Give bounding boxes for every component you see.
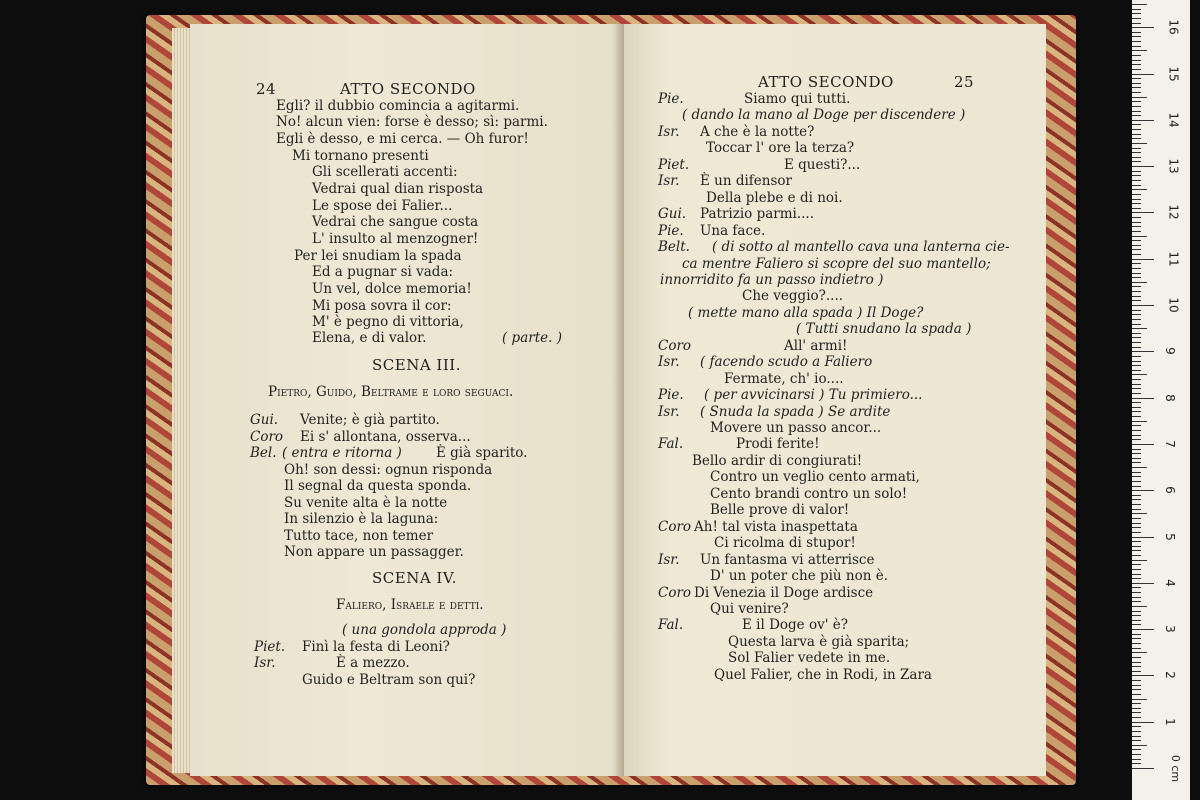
speaker-label: Fal. xyxy=(658,617,684,634)
ruler-tick xyxy=(1132,189,1147,190)
ruler-tick xyxy=(1132,615,1141,616)
ruler-tick xyxy=(1132,171,1141,172)
verse-line: Vedrai qual dian risposta xyxy=(312,181,484,197)
ruler-tick xyxy=(1132,763,1141,764)
ruler-tick xyxy=(1132,518,1141,519)
ruler-tick xyxy=(1132,87,1141,88)
dialogue-line: Prodi ferite! xyxy=(736,436,820,453)
ruler-number: 9 xyxy=(1162,347,1177,356)
speaker-label: Pie. xyxy=(658,222,684,239)
ruler-tick xyxy=(1132,592,1141,593)
ruler-tick xyxy=(1132,161,1141,162)
stage-direction: ( dando la mano al Doge per discendere ) xyxy=(682,107,966,124)
ruler-tick xyxy=(1132,439,1141,440)
ruler-tick xyxy=(1132,587,1141,588)
speaker-label: Coro xyxy=(658,337,692,354)
verse-line: Tutto tace, non temer xyxy=(284,528,434,544)
scene-title: SCENA III. xyxy=(372,356,461,374)
scene-title: SCENA IV. xyxy=(372,569,457,587)
ruler-tick xyxy=(1132,685,1141,686)
verse-line: Egli è desso, e mi cerca. — Oh furor! xyxy=(276,131,529,147)
ruler-number: 8 xyxy=(1162,393,1177,402)
ruler-tick xyxy=(1132,407,1141,408)
dialogue-line: Movere un passo ancor... xyxy=(710,420,882,436)
verse-line: L' insulto al menzogner! xyxy=(312,231,479,247)
ruler-tick xyxy=(1132,504,1141,505)
speaker-label: Pie. xyxy=(658,91,684,107)
ruler-tick xyxy=(1132,708,1141,709)
dialogue-line: Un fantasma vi atterrisce xyxy=(700,551,875,568)
ruler-tick xyxy=(1132,296,1141,297)
ruler-tick xyxy=(1132,273,1141,274)
ruler-tick xyxy=(1132,314,1141,315)
ruler-tick xyxy=(1132,472,1141,473)
ruler-tick xyxy=(1132,23,1141,24)
ruler-tick xyxy=(1132,754,1141,755)
speaker-label: Isr. xyxy=(254,655,276,671)
ruler-tick xyxy=(1132,611,1141,612)
ruler-tick xyxy=(1132,606,1147,607)
ruler-number: 16 xyxy=(1166,19,1181,35)
ruler-tick xyxy=(1132,564,1141,565)
ruler-tick xyxy=(1132,388,1141,389)
ruler-tick xyxy=(1132,148,1141,149)
stage-direction: ( Snuda la spada ) Se ardite xyxy=(700,403,891,420)
ruler-tick xyxy=(1132,101,1141,102)
ruler-tick xyxy=(1132,476,1141,477)
ruler-tick xyxy=(1132,208,1141,209)
verse-line: Il segnal da questa sponda. xyxy=(284,478,472,494)
verse-line: Per lei snudiam la spada xyxy=(294,248,462,264)
ruler-tick xyxy=(1132,527,1141,528)
ruler-tick xyxy=(1132,638,1141,639)
verse-line: Guido e Beltram son qui? xyxy=(302,672,476,688)
ruler-tick xyxy=(1132,745,1147,746)
dialogue-line: È a mezzo. xyxy=(336,655,410,671)
ruler-tick xyxy=(1132,578,1141,579)
dialogue-line: Bello ardir di congiurati! xyxy=(692,452,863,469)
dialogue-line: Cento brandi contro un solo! xyxy=(710,485,908,502)
ruler-tick xyxy=(1132,550,1141,551)
left-running-head: ATTO SECONDO xyxy=(340,80,476,98)
verse-line: Elena, e di valor. xyxy=(312,330,427,346)
speaker-label: Isr. xyxy=(658,123,680,140)
verse-line: Su venite alta è la notte xyxy=(284,495,448,511)
ruler-tick xyxy=(1132,199,1141,200)
verse-line: Egli? il dubbio comincia a agitarmi. xyxy=(276,98,520,114)
ruler-tick xyxy=(1132,50,1147,51)
ruler-tick xyxy=(1132,370,1141,371)
ruler-tick xyxy=(1132,384,1141,385)
ruler-tick xyxy=(1132,546,1141,547)
ruler-tick xyxy=(1132,106,1141,107)
speaker-label: Isr. xyxy=(658,173,680,190)
dialogue-line: Una face. xyxy=(700,222,766,239)
ruler-tick xyxy=(1132,411,1141,412)
ruler-number: 13 xyxy=(1166,158,1181,174)
ruler-tick xyxy=(1132,717,1141,718)
ruler-tick xyxy=(1132,120,1154,121)
ruler-tick xyxy=(1132,356,1141,357)
ruler-tick xyxy=(1132,671,1141,672)
ruler-tick xyxy=(1132,342,1141,343)
ruler-tick xyxy=(1132,398,1154,399)
speaker-label: Bel. xyxy=(250,445,277,461)
ruler-tick xyxy=(1132,374,1147,375)
ruler-tick xyxy=(1132,740,1141,741)
ruler-tick xyxy=(1132,319,1141,320)
stage-direction: ca mentre Faliero si scopre del suo mantello; xyxy=(682,255,991,272)
ruler-tick xyxy=(1132,449,1141,450)
verse-line: No! alcun vien: forse è desso; sì: parmi. xyxy=(276,114,548,130)
ruler-tick xyxy=(1132,495,1141,496)
ruler-number: 2 xyxy=(1162,671,1177,680)
ruler-tick xyxy=(1132,648,1141,649)
ruler-tick xyxy=(1132,333,1141,334)
ruler-tick xyxy=(1132,337,1141,338)
verse-line: In silenzio è la laguna: xyxy=(284,511,439,527)
ruler-tick xyxy=(1132,689,1141,690)
dialogue-line: Contro un veglio cento armati, xyxy=(710,469,920,486)
dialogue-line: Quel Falier, che in Rodi, in Zara xyxy=(714,666,932,683)
ruler-tick xyxy=(1132,532,1141,533)
speaker-label: Belt. xyxy=(658,239,690,256)
stage-direction: ( facendo scudo a Faliero xyxy=(700,354,873,371)
dialogue-line: Siamo qui tutti. xyxy=(744,91,851,107)
verse-line: Gli scellerati accenti: xyxy=(312,164,458,180)
dialogue-line: Che veggio?.... xyxy=(742,288,844,305)
right-running-head: ATTO SECONDO xyxy=(758,73,894,91)
ruler-tick xyxy=(1132,282,1147,283)
dialogue-line: Ei s' allontana, osserva... xyxy=(300,429,471,445)
ruler-tick xyxy=(1132,365,1141,366)
dialogue-line: E il Doge ov' è? xyxy=(742,617,848,634)
ruler-tick xyxy=(1132,245,1141,246)
dialogue-line: D' un poter che più non è. xyxy=(710,568,889,585)
verse-line: Le spose dei Falier... xyxy=(312,198,453,214)
ruler-tick xyxy=(1132,361,1141,362)
page-edges xyxy=(172,28,192,773)
dialogue-line: È un difensor xyxy=(700,173,792,190)
stage-direction: ( mette mano alla spada ) Il Doge? xyxy=(688,304,924,321)
ruler-tick xyxy=(1132,509,1141,510)
ruler-tick xyxy=(1132,453,1141,454)
ruler-tick xyxy=(1132,27,1154,28)
ruler-tick xyxy=(1132,185,1141,186)
ruler-tick xyxy=(1132,175,1141,176)
ruler-tick xyxy=(1132,64,1141,65)
speaker-label: Gui. xyxy=(250,412,279,428)
ruler-tick xyxy=(1132,74,1154,75)
ruler-tick xyxy=(1132,523,1141,524)
verse-line: M' è pegno di vittoria, xyxy=(312,314,464,330)
dialogue-line: Fermate, ch' io.... xyxy=(724,370,844,387)
ruler-tick xyxy=(1132,263,1141,264)
right-page xyxy=(624,24,1046,776)
ruler-tick xyxy=(1132,458,1141,459)
ruler-tick xyxy=(1132,328,1147,329)
ruler-tick xyxy=(1132,36,1141,37)
ruler-tick xyxy=(1132,490,1154,491)
ruler-tick xyxy=(1132,541,1141,542)
dialogue-line: E questi?... xyxy=(784,156,861,173)
dialogue-line: Patrizio parmi.... xyxy=(700,206,814,223)
ruler-tick xyxy=(1132,236,1147,237)
ruler-tick xyxy=(1132,486,1141,487)
dialogue-line: Questa larva è già sparita; xyxy=(728,633,910,650)
ruler-number: 12 xyxy=(1166,204,1181,221)
ruler-number: 10 xyxy=(1166,297,1181,313)
left-page xyxy=(190,24,624,776)
ruler-tick xyxy=(1132,291,1141,292)
ruler-tick xyxy=(1132,675,1154,676)
ruler-tick xyxy=(1132,32,1141,33)
ruler-tick xyxy=(1132,662,1141,663)
scene-cast: Pietro, Guido, Beltrame e loro seguaci. xyxy=(268,384,514,400)
dialogue-line: Venite; è già partito. xyxy=(300,412,440,428)
ruler-tick xyxy=(1132,768,1154,769)
ruler-tick xyxy=(1132,111,1141,112)
ruler-tick xyxy=(1132,703,1141,704)
ruler-tick xyxy=(1132,462,1141,463)
ruler-tick xyxy=(1132,601,1141,602)
ruler-tick xyxy=(1132,249,1141,250)
ruler-tick xyxy=(1132,268,1141,269)
ruler-tick xyxy=(1132,657,1141,658)
stage-direction: ( Tutti snudano la spada ) xyxy=(796,321,972,338)
stage-direction: ( per avvicinarsi ) Tu primiero... xyxy=(704,387,923,404)
ruler-tick xyxy=(1132,574,1141,575)
ruler-number: 15 xyxy=(1166,65,1181,82)
ruler-tick xyxy=(1132,305,1154,306)
ruler-tick xyxy=(1132,652,1147,653)
dialogue-line: Di Venezia il Doge ardisce xyxy=(694,584,874,601)
verse-line: Oh! son dessi: ognun risponda xyxy=(284,462,493,478)
verse-line: Vedrai che sangue costa xyxy=(312,214,479,230)
ruler-tick xyxy=(1132,629,1154,630)
ruler-number: 14 xyxy=(1166,112,1181,128)
stage-direction: ( parte. ) xyxy=(502,330,562,346)
ruler-tick xyxy=(1132,194,1141,195)
ruler-tick xyxy=(1132,435,1141,436)
verse-line: Ed a pugnar si vada: xyxy=(312,264,454,280)
ruler-tick xyxy=(1132,55,1141,56)
ruler-tick xyxy=(1132,212,1154,213)
ruler-number: 7 xyxy=(1162,440,1177,448)
ruler-tick xyxy=(1132,92,1141,93)
measuring-ruler xyxy=(1132,0,1190,800)
ruler-tick xyxy=(1132,286,1141,287)
dialogue-line: All' armi! xyxy=(784,337,848,354)
ruler-tick xyxy=(1132,351,1154,352)
ruler-tick xyxy=(1132,643,1141,644)
speaker-label: Pie. xyxy=(658,387,684,404)
ruler-tick xyxy=(1132,60,1141,61)
dialogue-line: Ah! tal vista inaspettata xyxy=(694,518,858,535)
ruler-tick xyxy=(1132,124,1141,125)
ruler-tick xyxy=(1132,499,1141,500)
ruler-tick xyxy=(1132,560,1147,561)
ruler-tick xyxy=(1132,310,1141,311)
ruler-tick xyxy=(1132,444,1154,445)
ruler-tick xyxy=(1132,379,1141,380)
ruler-number: 1 xyxy=(1162,717,1177,726)
speaker-label: Isr. xyxy=(658,551,680,568)
ruler-tick xyxy=(1132,722,1154,723)
ruler-tick xyxy=(1132,226,1141,227)
ruler-unit: 0 cm xyxy=(1169,754,1183,783)
scene-cast: Faliero, Israele e detti. xyxy=(336,597,484,613)
ruler-number: 5 xyxy=(1162,532,1177,541)
ruler-tick xyxy=(1132,69,1141,70)
ruler-tick xyxy=(1132,583,1154,584)
dialogue-line: Qui venire? xyxy=(710,600,789,617)
ruler-tick xyxy=(1132,217,1141,218)
ruler-tick xyxy=(1132,129,1141,130)
speaker-label: Gui. xyxy=(658,206,687,223)
ruler-tick xyxy=(1132,134,1141,135)
ruler-tick xyxy=(1132,699,1147,700)
ruler-tick xyxy=(1132,597,1141,598)
ruler-tick xyxy=(1132,402,1141,403)
ruler-number: 3 xyxy=(1162,625,1177,633)
ruler-number: 6 xyxy=(1162,486,1177,495)
ruler-tick xyxy=(1132,421,1147,422)
ruler-tick xyxy=(1132,393,1141,394)
ruler-tick xyxy=(1132,97,1147,98)
dialogue-line: Ci ricolma di stupor! xyxy=(714,535,856,552)
dialogue-line: Toccar l' ore la terza? xyxy=(706,140,855,157)
ruler-tick xyxy=(1132,138,1141,139)
dialogue-line: Belle prove di valor! xyxy=(710,502,850,519)
ruler-number: 11 xyxy=(1166,251,1181,267)
right-page-number: 25 xyxy=(954,73,975,91)
ruler-tick xyxy=(1132,78,1141,79)
speaker-label: Coro xyxy=(250,429,284,445)
ruler-tick xyxy=(1132,694,1141,695)
dialogue-line: Finì la festa di Leoni? xyxy=(302,639,450,655)
ruler-tick xyxy=(1132,240,1141,241)
ruler-tick xyxy=(1132,166,1154,167)
ruler-tick xyxy=(1132,347,1141,348)
ruler-tick xyxy=(1132,430,1141,431)
stage-direction: ( una gondola approda ) xyxy=(342,622,507,638)
verse-line: Mi posa sovra il cor: xyxy=(312,298,452,314)
ruler-tick xyxy=(1132,222,1141,223)
ruler-tick xyxy=(1132,277,1141,278)
speaker-label: Fal. xyxy=(658,436,684,453)
ruler-tick xyxy=(1132,46,1141,47)
ruler-tick xyxy=(1132,569,1141,570)
verse-line: Non appare un passagger. xyxy=(284,544,464,560)
ruler-tick xyxy=(1132,4,1147,5)
speaker-label: Isr. xyxy=(658,403,680,420)
ruler-tick xyxy=(1132,513,1147,514)
speaker-label: Piet. xyxy=(254,639,286,655)
ruler-tick xyxy=(1132,620,1141,621)
ruler-tick xyxy=(1132,18,1141,19)
ruler-tick xyxy=(1132,666,1141,667)
ruler-tick xyxy=(1132,726,1141,727)
speaker-label: Piet. xyxy=(658,156,690,173)
ruler-tick xyxy=(1132,152,1141,153)
speaker-label: Coro xyxy=(658,518,692,535)
speaker-label: Coro xyxy=(658,584,692,601)
ruler-tick xyxy=(1132,254,1141,255)
ruler-tick xyxy=(1132,203,1141,204)
stage-direction: innorridito fa un passo indietro ) xyxy=(660,271,884,288)
ruler-tick xyxy=(1132,324,1141,325)
ruler-tick xyxy=(1132,180,1141,181)
ruler-tick xyxy=(1132,680,1141,681)
stage-direction: ( entra e ritorna ) xyxy=(282,445,402,461)
ruler-tick xyxy=(1132,9,1141,10)
ruler-tick xyxy=(1132,749,1141,750)
ruler-tick xyxy=(1132,300,1141,301)
ruler-tick xyxy=(1132,41,1141,42)
speaker-label: Isr. xyxy=(658,354,680,371)
ruler-tick xyxy=(1132,634,1141,635)
ruler-tick xyxy=(1132,481,1141,482)
ruler-tick xyxy=(1132,467,1147,468)
ruler-tick xyxy=(1132,555,1141,556)
ruler-tick xyxy=(1132,231,1141,232)
ruler-tick xyxy=(1132,624,1141,625)
ruler-tick xyxy=(1132,537,1154,538)
ruler-tick xyxy=(1132,731,1141,732)
ruler-number: 4 xyxy=(1162,578,1177,587)
dialogue-line: Sol Falier vedete in me. xyxy=(728,650,891,667)
ruler-tick xyxy=(1132,759,1141,760)
ruler-tick xyxy=(1132,157,1141,158)
ruler-tick xyxy=(1132,416,1141,417)
ruler-tick xyxy=(1132,143,1147,144)
dialogue-line: A che è la notte? xyxy=(700,123,815,140)
dialogue-line: Della plebe e di noi. xyxy=(706,189,843,206)
left-page-number: 24 xyxy=(256,80,277,98)
ruler-tick xyxy=(1132,115,1141,116)
ruler-tick xyxy=(1132,712,1141,713)
ruler-tick xyxy=(1132,13,1141,14)
verse-line: Un vel, dolce memoria! xyxy=(312,281,472,297)
ruler-tick xyxy=(1132,83,1141,84)
ruler-tick xyxy=(1132,736,1141,737)
verse-line: Mi tornano presenti xyxy=(292,148,429,164)
dialogue-line: È già sparito. xyxy=(436,445,528,461)
stage-direction: ( di sotto al mantello cava una lanterna cie- xyxy=(712,239,1010,256)
ruler-tick xyxy=(1132,259,1154,260)
ruler-tick xyxy=(1132,425,1141,426)
